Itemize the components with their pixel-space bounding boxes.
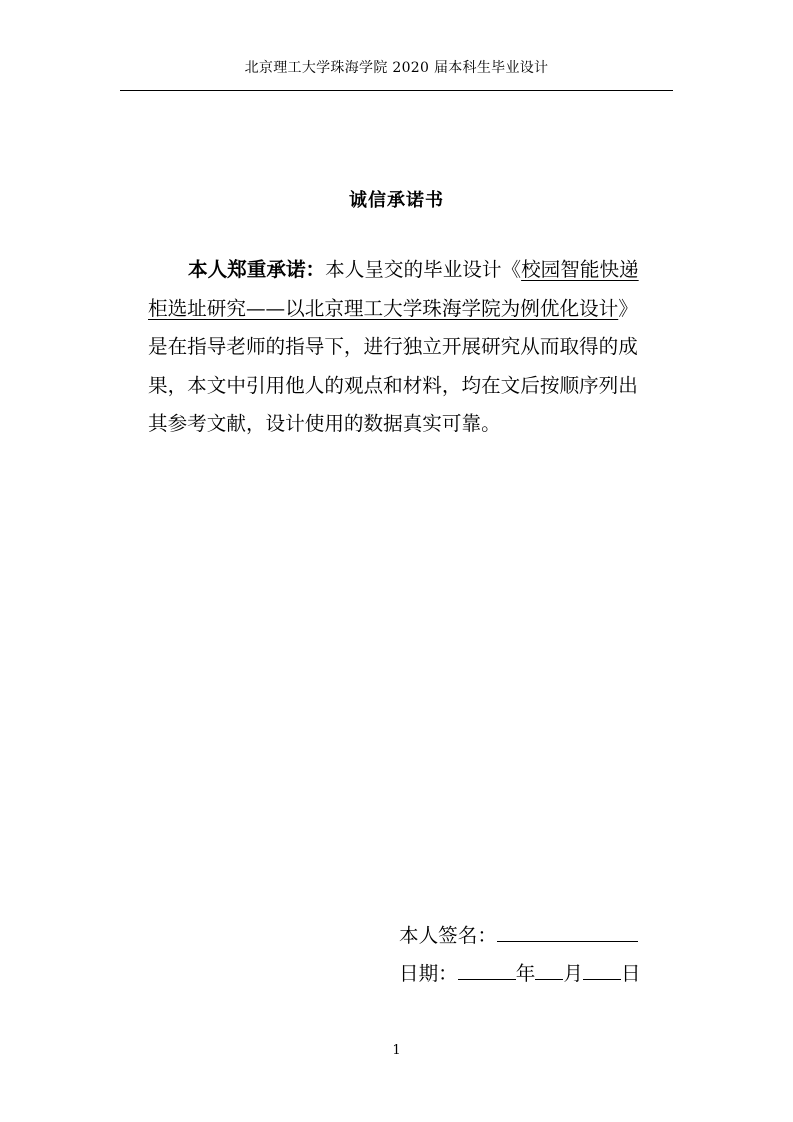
header-divider — [120, 90, 673, 91]
month-label: 月 — [563, 962, 583, 985]
date-label: 日期： — [399, 962, 458, 985]
year-blank — [458, 961, 516, 980]
month-blank — [535, 961, 563, 980]
pledge-text — [148, 251, 648, 444]
signature-label: 本人签名： — [399, 924, 497, 947]
pledge-paragraph — [148, 251, 648, 444]
pledge-lead: 本人郑重承诺： — [188, 258, 326, 281]
signature-blank — [497, 923, 638, 942]
page-number: 1 — [392, 1043, 401, 1058]
date-row — [399, 955, 659, 993]
page-header: 北京理工大学珠海学院 2020 届本科生毕业设计 — [244, 60, 549, 76]
signature-row — [399, 917, 659, 955]
pledge-after-title: 》是在指导老师的指导下，进行独立开展研究从而取得的成果，本文中引用他人的观点和材料，均在文后按顺序列出其参考文献，设计使用的数据真实可靠。 — [148, 296, 638, 435]
day-blank — [583, 961, 621, 980]
year-label: 年 — [515, 962, 536, 985]
day-label: 日 — [620, 962, 641, 985]
pledge-before-title: 本人呈交的毕业设计《 — [325, 258, 522, 281]
thesis-title: 校园智能快递柜选址研究——以北京理工大学珠海学院为例优化设计 — [148, 258, 639, 320]
document-title: 诚信承诺书 — [349, 190, 444, 211]
signature-block — [399, 917, 659, 993]
